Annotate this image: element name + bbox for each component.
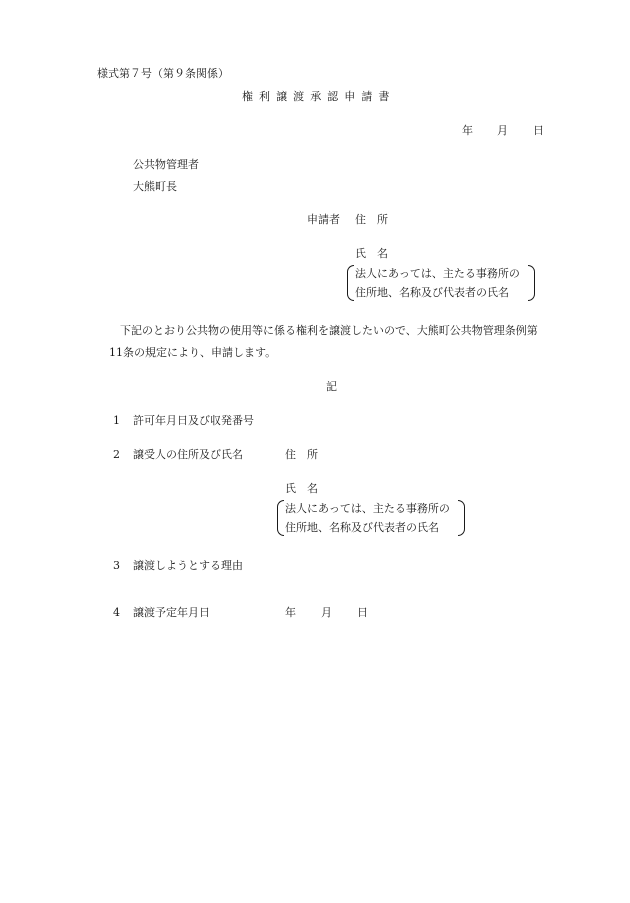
ki-heading: 記 <box>326 380 337 393</box>
date-day-label: 日 <box>533 124 544 137</box>
item-2-name-label: 氏 名 <box>285 482 318 495</box>
transferee-corporate-note <box>277 500 465 536</box>
left-bracket <box>347 265 354 301</box>
item-3-label: 譲渡しようとする理由 <box>133 559 243 572</box>
item-4-number: 4 <box>113 606 120 619</box>
body-text-line1: 下記のとおり公共物の使用等に係る権利を譲渡したいので、大熊町公共物管理条例第 <box>120 324 538 337</box>
left-bracket <box>277 500 284 536</box>
applicant-name-label: 氏 名 <box>355 247 388 260</box>
applicant-address-label: 住 所 <box>355 213 388 226</box>
item-2-address-label: 住 所 <box>285 448 318 461</box>
applicant-label: 申請者 <box>307 213 340 226</box>
item-4-month-label: 月 <box>321 606 332 619</box>
date-month-label: 月 <box>497 124 508 137</box>
applicant-corporate-note <box>347 265 535 301</box>
date-year-label: 年 <box>462 124 473 137</box>
item-1-label: 許可年月日及び収発番号 <box>133 414 254 427</box>
transferee-note-line1: 法人にあっては、主たる事務所の <box>285 502 450 515</box>
transferee-note-line2: 住所地、名称及び代表者の氏名 <box>285 521 439 534</box>
item-4-label: 譲渡予定年月日 <box>133 606 210 619</box>
applicant-note-line2: 住所地、名称及び代表者の氏名 <box>355 286 509 299</box>
right-bracket <box>528 265 535 301</box>
addressee-name: 大熊町長 <box>133 180 177 193</box>
item-2-number: 2 <box>113 448 120 461</box>
item-3-number: 3 <box>113 559 120 572</box>
item-4-day-label: 日 <box>357 606 368 619</box>
item-2-label: 譲受人の住所及び氏名 <box>133 448 243 461</box>
document-title: 権利譲渡承認申請書 <box>242 90 396 103</box>
body-text-line2: 11条の規定により、申請します。 <box>109 346 277 359</box>
form-label: 様式第７号（第９条関係） <box>97 67 229 80</box>
applicant-note-line1: 法人にあっては、主たる事務所の <box>355 267 520 280</box>
item-4-year-label: 年 <box>285 606 296 619</box>
right-bracket <box>458 500 465 536</box>
item-1-number: 1 <box>113 414 120 427</box>
addressee-title: 公共物管理者 <box>133 158 199 171</box>
